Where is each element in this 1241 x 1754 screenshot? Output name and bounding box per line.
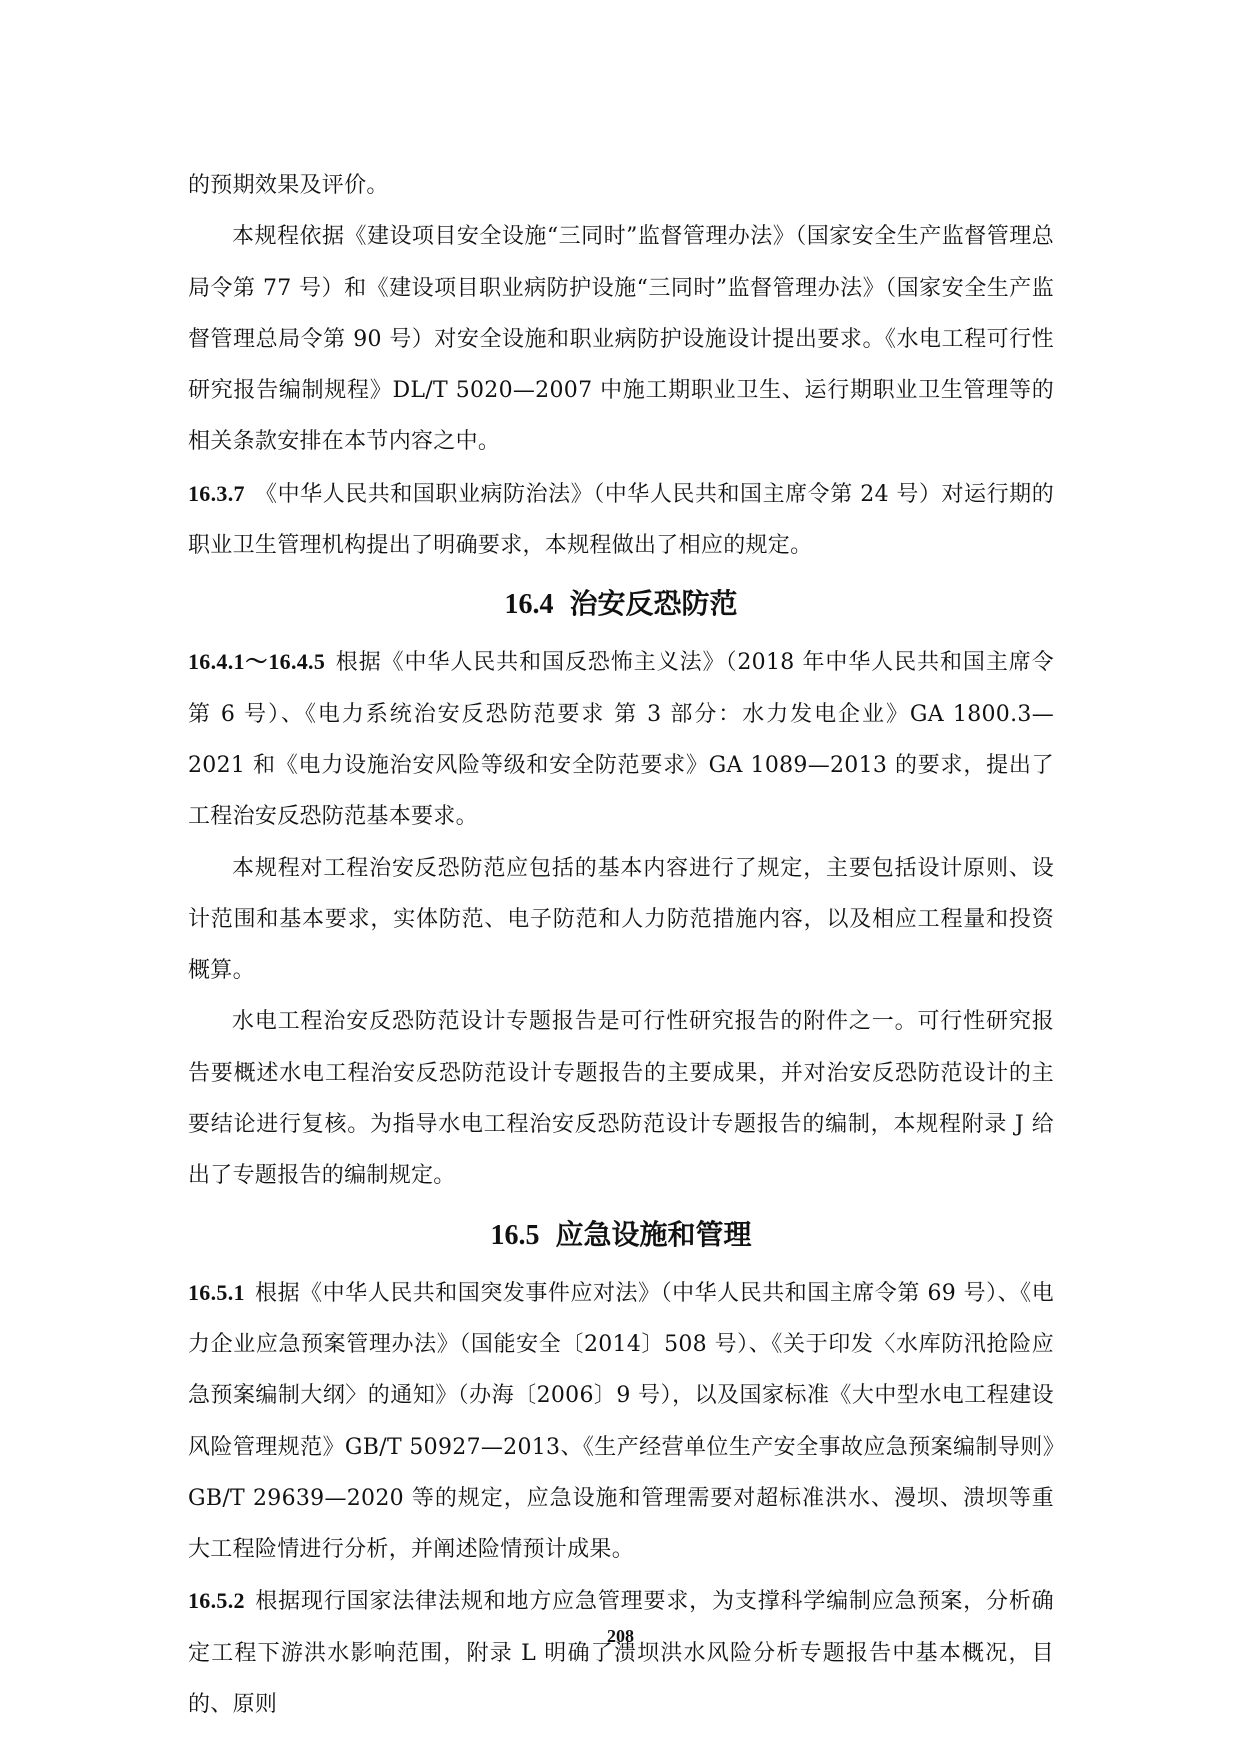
clause-text: 《中华人民共和国职业病防治法》（中华人民共和国主席令第 24 号）对运行期的职业卫生管理机构提出了明确要求，本规程做出了相应的规定。 — [188, 481, 1054, 559]
clause-number: 16.3.7 — [188, 480, 245, 506]
section-title: 治安反恐防范 — [569, 587, 738, 621]
clause-16-3-7 — [188, 468, 1054, 572]
section-heading-16-5 — [188, 1202, 1054, 1267]
page-number: 208 — [607, 1626, 634, 1646]
clause-16-5-1 — [188, 1267, 1054, 1576]
paragraph-continuation: 的预期效果及评价。 — [188, 173, 389, 198]
document-page — [188, 160, 1054, 1730]
paragraph-basis: 本规程依据《建设项目安全设施“三同时”监督管理办法》（国家安全生产监督管理总局令第 77 号）和《建设项目职业病防护设施“三同时”监督管理办法》（国家安全生产监督管理总局令第 90 号）对安全设施和职业病防护设施设计提出要求。《水电工程可行性研究报告编制规程》DL/T 5020—2007 中施工期职业卫生、运行期职业卫生管理等的相关条款安排在本节内容之中。 — [188, 224, 1054, 455]
section-number: 16.4 — [504, 589, 554, 621]
clause-text: 根据《中华人民共和国反恐怖主义法》（2018 年中华人民共和国主席令第 6 号）、《电力系统治安反恐防范要求 第 3 部分：水力发电企业》GA 1800.3—2021 和《电力设施治安风险等级和安全防范要求》GA 1089—2013 的要求，提出了工程治安反恐防范基本要求。 — [188, 650, 1055, 830]
clause-number: 16.5.2 — [188, 1588, 245, 1614]
clause-16-4-1-to-16-4-5 — [188, 636, 1054, 842]
clause-text: 根据现行国家法律法规和地方应急管理要求，为支撑科学编制应急预案，分析确定工程下游洪水影响范围，附录 L 明确了溃坝洪水风险分析专题报告中基本概况，目的、原则 — [188, 1589, 1054, 1718]
section-title: 应急设施和管理 — [555, 1217, 752, 1251]
section-number: 16.5 — [490, 1219, 540, 1251]
clause-text: 根据《中华人民共和国突发事件应对法》（中华人民共和国主席令第 69 号）、《电力企业应急预案管理办法》（国能安全〔2014〕508 号）、《关于印发〈水库防汛抢险应急预案编制大纲〉的通知》（办海〔2006〕9 号），以及国家标准《大中型水电工程建设风险管理规范》GB/T 50927—2013、《生产经营单位生产安全事故应急预案编制导则》GB/T 29639—2020 等的规定，应急设施和管理需要对超标准洪水、漫坝、溃坝等重大工程险情进行分析，并阐述险情预计成果。 — [188, 1280, 1054, 1563]
paragraph-special-report: 水电工程治安反恐防范设计专题报告是可行性研究报告的附件之一。可行性研究报告要概述水电工程治安反恐防范设计专题报告的主要成果，并对治安反恐防范设计的主要结论进行复核。为指导水电工程治安反恐防范设计专题报告的编制，本规程附录 J 给出了专题报告的编制规定。 — [188, 1009, 1054, 1189]
paragraph-scope: 本规程对工程治安反恐防范应包括的基本内容进行了规定，主要包括设计原则、设计范围和基本要求，实体防范、电子防范和人力防范措施内容，以及相应工程量和投资概算。 — [188, 855, 1054, 984]
clause-16-5-2 — [188, 1575, 1054, 1730]
clause-number: 16.5.1 — [188, 1279, 245, 1305]
section-heading-16-4 — [188, 571, 1054, 636]
clause-number: 16.4.1～16.4.5 — [188, 649, 326, 675]
